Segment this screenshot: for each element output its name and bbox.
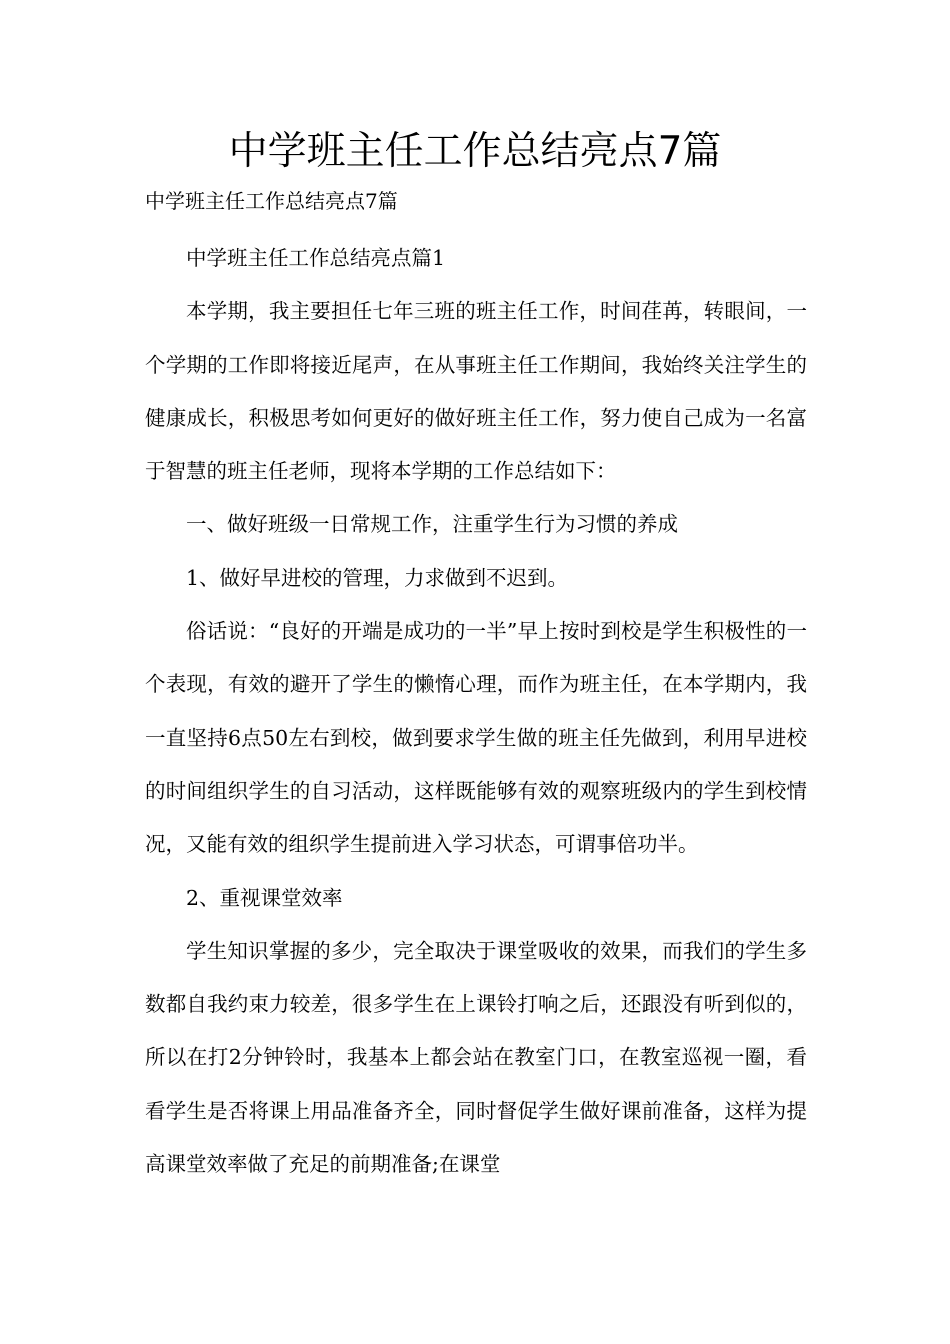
document-subtitle: 中学班主任工作总结亮点7篇 — [145, 189, 398, 213]
paragraph: 本学期，我主要担任七年三班的班主任工作，时间荏苒，转眼间，一个学期的工作即将接近尾声，在从事班主任工作期间，我始终关注学生的健康成长，积极思考如何更好的做好班主任工作，努力使自己成为一名富于智慧的班主任老师，现将本学期的工作总结如下： — [145, 299, 807, 484]
section-heading: 一、做好班级一日常规工作，注重学生行为习惯的养成 — [186, 512, 678, 537]
sub-heading: 1、做好早进校的管理，力求做到不迟到。 — [186, 565, 569, 590]
paragraph: 学生知识掌握的多少，完全取决于课堂吸收的效果，而我们的学生多数都自我约束力较差，很多学生在上课铃打响之后，还跟没有听到似的，所以在打2分钟铃时，我基本上都会站在教室门口，在教室巡视一圈，看看学生是否将课上用品准备齐全，同时督促学生做好课前准备，这样为提高课堂效率做了充足的前期准备;在课堂 — [145, 938, 807, 1177]
section-heading: 中学班主任工作总结亮点篇1 — [186, 246, 446, 270]
document-title: 中学班主任工作总结亮点7篇 — [228, 129, 722, 174]
sub-heading: 2、重视课堂效率 — [186, 885, 343, 910]
document-body — [145, 232, 807, 1191]
paragraph: 俗话说：“良好的开端是成功的一半”早上按时到校是学生积极性的一个表现，有效的避开了学生的懒惰心理，而作为班主任，在本学期内，我一直坚持6点50左右到校，做到要求学生做的班主任先做到，利用早进校的时间组织学生的自习活动，这样既能够有效的观察班级内的学生到校情况，又能有效的组织学生提前进入学习状态，可谓事倍功半。 — [145, 619, 807, 857]
